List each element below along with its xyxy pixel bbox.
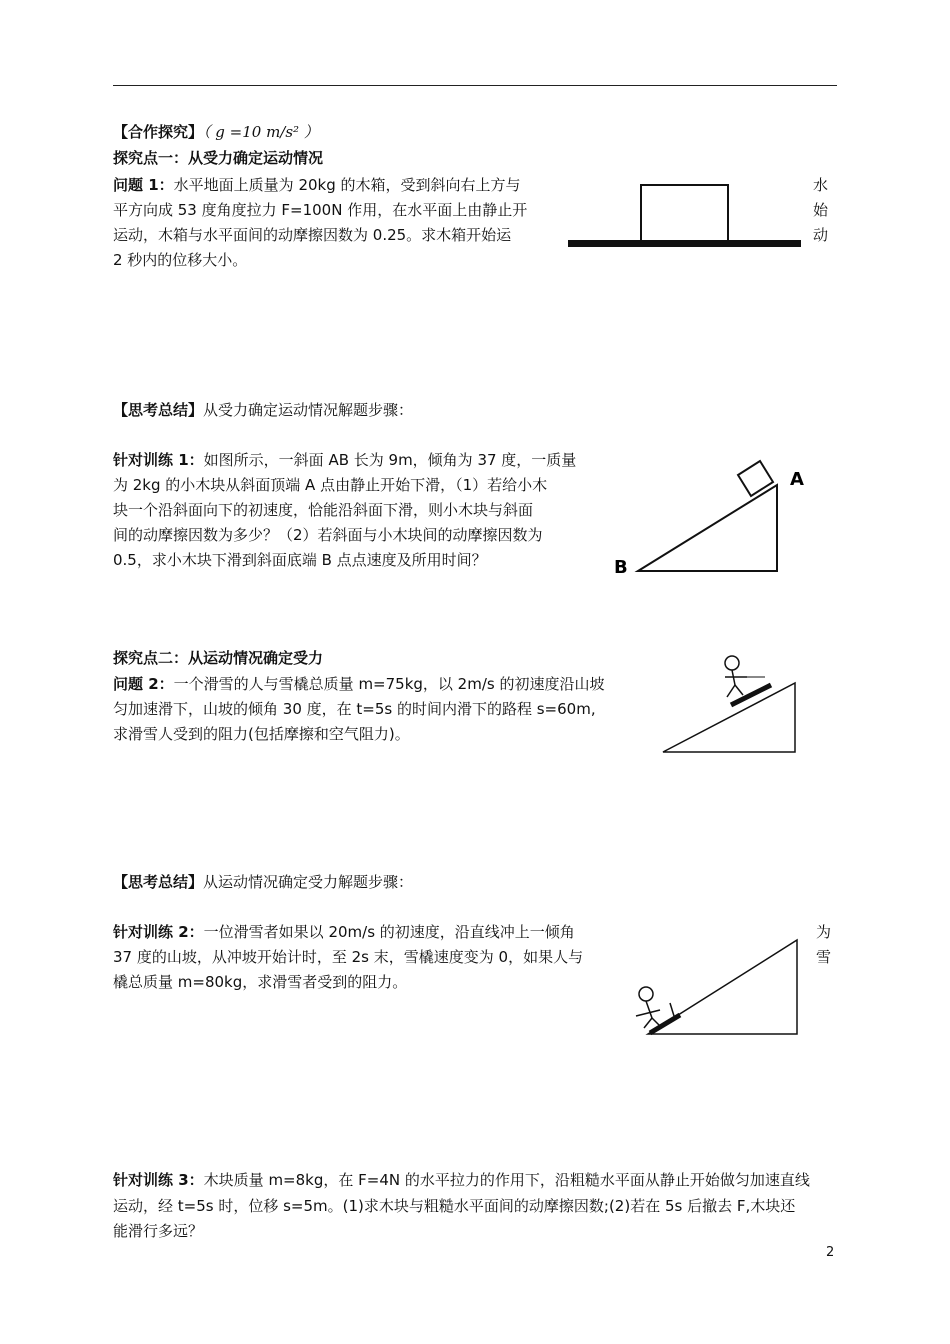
t2-line-1: 37 度的山坡，从冲坡开始计时，至 2s 末，雪橇速度变为 0，如果人与 xyxy=(113,948,584,966)
t3-label: 针对训练 3： xyxy=(113,1171,204,1189)
t2-side-0: 为 xyxy=(816,923,832,941)
skier-leg-right xyxy=(735,685,743,695)
t1-line-0 xyxy=(113,448,576,472)
t2-line-0 xyxy=(113,920,575,944)
q1-line-0 xyxy=(113,173,521,197)
t1-label: 针对训练 1： xyxy=(113,451,204,469)
skier-head xyxy=(639,987,653,1001)
t1-line-3: 间的动摩擦因数为多少？（2）若斜面与小木块间的动摩擦因数为 xyxy=(113,526,543,544)
page-number: 2 xyxy=(826,1245,835,1260)
q1-line-1: 平方向成 53 度角度拉力 F=100N 作用，在水平面上由静止开 xyxy=(113,201,528,219)
t2-side-1: 雪 xyxy=(816,948,832,966)
q2-text-0: 一个滑雪的人与雪橇总质量 m=75kg，以 2m/s 的初速度沿山坡 xyxy=(173,675,605,693)
point1-title: 探究点一：从受力确定运动情况 xyxy=(113,149,324,167)
q2-line-0 xyxy=(113,672,604,696)
ski-pole xyxy=(670,1003,674,1016)
incline-triangle xyxy=(638,485,777,571)
header-bracket: 【合作探究】 xyxy=(113,123,204,141)
t3-line-2: 能滑行多远？ xyxy=(113,1222,204,1240)
cooperative-explore-heading xyxy=(113,120,319,144)
top-rule xyxy=(113,85,837,86)
q1-text-0: 水平地面上质量为 20kg 的木箱，受到斜向右上方与 xyxy=(173,176,521,194)
skier-arms xyxy=(636,1010,660,1016)
summary1-text: 从受力确定运动情况解题步骤： xyxy=(203,401,414,419)
skier-head xyxy=(725,656,739,670)
summary2-text: 从运动情况确定受力解题步骤： xyxy=(203,873,414,891)
gravity-formula: （ g =10 m/s² ） xyxy=(203,123,319,141)
t1-line-2: 块一个沿斜面向下的初速度，恰能沿斜面下滑，则小木块与斜面 xyxy=(113,501,534,519)
q1-side-2: 动 xyxy=(813,226,829,244)
t2-label: 针对训练 2： xyxy=(113,923,204,941)
q1-label: 问题 1： xyxy=(113,176,174,194)
sled xyxy=(650,1015,680,1033)
t3-text-0: 木块质量 m=8kg，在 F=4N 的水平拉力的作用下，沿粗糙水平面从静止开始做匀加速直线 xyxy=(203,1171,810,1189)
box-on-ground-figure xyxy=(568,183,803,249)
point2-title: 探究点二：从运动情况确定受力 xyxy=(113,649,324,667)
q2-line-1: 匀加速滑下，山坡的倾角 30 度，在 t=5s 的时间内滑下的路程 s=60m, xyxy=(113,700,596,718)
skier-leg-left xyxy=(727,685,735,697)
q1-side-0: 水 xyxy=(813,176,829,194)
ground-line xyxy=(568,240,801,247)
skier-leg-right xyxy=(652,1018,660,1026)
q1-line-3: 2 秒内的位移大小。 xyxy=(113,251,248,269)
summary2-line xyxy=(113,870,413,894)
skier-body xyxy=(646,1001,652,1018)
t2-text-0: 一位滑雪者如果以 20m/s 的初速度，沿直线冲上一倾角 xyxy=(203,923,575,941)
t1-text-0: 如图所示，一斜面 AB 长为 9m，倾角为 37 度，一质量 xyxy=(203,451,577,469)
summary2-label: 【思考总结】 xyxy=(113,873,204,891)
skier-leg-left xyxy=(644,1018,652,1028)
skier-up-slope-figure xyxy=(630,930,805,1040)
q2-line-2: 求滑雪人受到的阻力(包括摩擦和空气阻力)。 xyxy=(113,725,410,743)
label-a: A xyxy=(790,469,804,490)
summary1-line xyxy=(113,398,413,422)
t1-line-1: 为 2kg 的小木块从斜面顶端 A 点由静止开始下滑，（1）若给小木 xyxy=(113,476,548,494)
q1-line-2: 运动，木箱与水平面间的动摩擦因数为 0.25。求木箱开始运 xyxy=(113,226,512,244)
q1-side-1: 始 xyxy=(813,201,829,219)
t1-line-4: 0.5，求小木块下滑到斜面底端 B 点点速度及所用时间？ xyxy=(113,551,487,569)
summary1-label: 【思考总结】 xyxy=(113,401,204,419)
t2-line-2: 橇总质量 m=80kg，求滑雪者受到的阻力。 xyxy=(113,973,408,991)
t3-line-1: 运动，经 t=5s 时，位移 s=5m。(1)求木块与粗糙水平面间的动摩擦因数;(2)若在 5s 后撤去 F,木块还 xyxy=(113,1197,796,1215)
incline-ab-figure xyxy=(610,455,820,580)
skier-down-slope-figure xyxy=(655,650,805,760)
label-b: B xyxy=(614,557,628,578)
wooden-box xyxy=(641,185,728,241)
q2-label: 问题 2： xyxy=(113,675,174,693)
t3-line-0 xyxy=(113,1168,810,1192)
